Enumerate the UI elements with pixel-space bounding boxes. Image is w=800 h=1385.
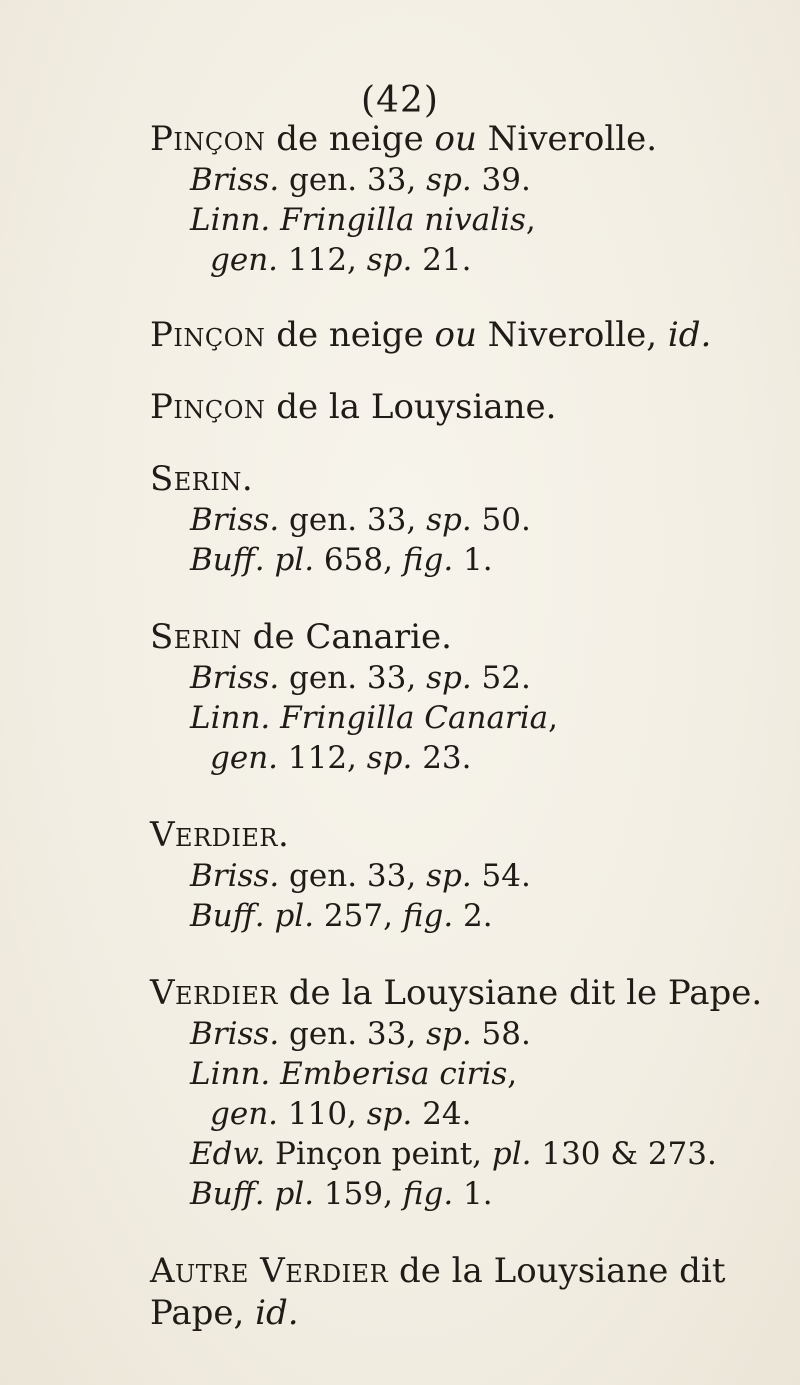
reference-line: gen. 110, sp. 24.	[210, 1096, 472, 1132]
entry-continuation: Pape, id.	[150, 1293, 299, 1333]
reference-line: Linn. Fringilla nivalis,	[190, 202, 536, 238]
entry-heading: Verdier.	[150, 815, 290, 855]
reference-line: Briss. gen. 33, sp. 58.	[190, 1016, 531, 1052]
index-entry	[150, 1250, 790, 1334]
index-list	[150, 118, 790, 1370]
entry-heading: Pinçon de neige ou Niverolle.	[150, 119, 658, 159]
reference-line: Buff. pl. 257, fig. 2.	[190, 898, 493, 934]
index-entry	[150, 386, 790, 428]
index-entry	[150, 118, 790, 280]
reference-line: Briss. gen. 33, sp. 39.	[190, 162, 531, 198]
reference-line: gen. 112, sp. 23.	[210, 740, 472, 776]
index-entry	[150, 616, 790, 778]
entry-heading: Pinçon de la Louysiane.	[150, 387, 557, 427]
entry-heading: Autre Verdier de la Louysiane dit	[150, 1251, 726, 1291]
entry-heading: Serin de Canarie.	[150, 617, 452, 657]
reference-line: Buff. pl. 658, fig. 1.	[190, 542, 493, 578]
reference-line: Linn. Emberisa ciris,	[190, 1056, 518, 1092]
index-entry	[150, 314, 790, 356]
entry-heading: Pinçon de neige ou Niverolle, id.	[150, 315, 712, 355]
reference-line: Briss. gen. 33, sp. 52.	[190, 660, 531, 696]
index-entry	[150, 972, 790, 1214]
reference-line: gen. 112, sp. 21.	[210, 242, 472, 278]
reference-line: Edw. Pinçon peint, pl. 130 & 273.	[190, 1136, 717, 1172]
page-number: (42)	[361, 80, 439, 121]
entry-heading: Verdier de la Louysiane dit le Pape.	[150, 973, 763, 1013]
index-entry	[150, 814, 790, 936]
reference-line: Briss. gen. 33, sp. 50.	[190, 502, 531, 538]
reference-line: Linn. Fringilla Canaria,	[190, 700, 559, 736]
entry-heading: Serin.	[150, 459, 254, 499]
reference-line: Buff. pl. 159, fig. 1.	[190, 1176, 493, 1212]
reference-line: Briss. gen. 33, sp. 54.	[190, 858, 531, 894]
index-entry	[150, 458, 790, 580]
